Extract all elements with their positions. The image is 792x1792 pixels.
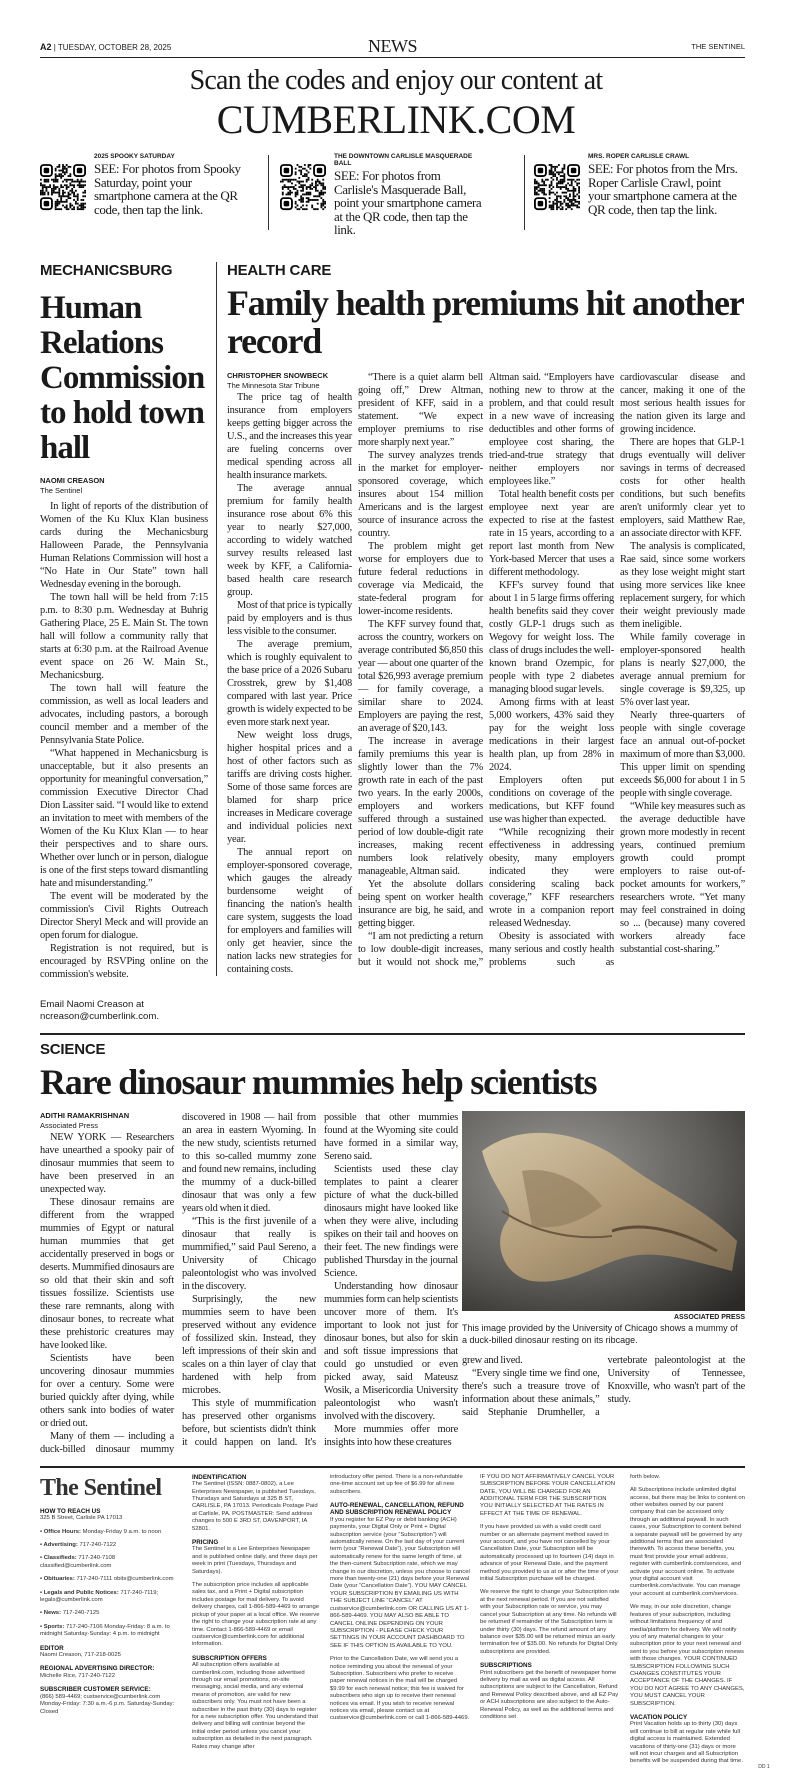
paragraph: “There is a quiet alarm bell going off,” Drew Altman, president of KFF, said in a statement. “We expect employer premiums to rise more sharply next year.” [358, 371, 483, 448]
qr-text: SEE: For photos from Carlisle's Masquerade Ball, point your smartphone camera at the QR code, then tap the link. [334, 168, 482, 237]
staff-title: EDITOR [40, 1644, 64, 1652]
author-contact: Email Naomi Creason at ncreason@cumberlink.com. [40, 999, 160, 1022]
contact-label: • Classifieds: [40, 1555, 77, 1562]
paragraph: Registration is not required, but is encouraged by RSVPing online on the commission's website. [40, 943, 208, 980]
section-label: MECHANICSBURG [40, 262, 173, 279]
qr-code-icon[interactable] [534, 153, 580, 223]
info-heading: SUBSCRIPTIONS [480, 1662, 532, 1670]
article-headline[interactable]: Family health premiums hit another record [227, 283, 743, 361]
contact-item [40, 1624, 182, 1639]
paragraph: The average premium, which is roughly equivalent to the base price of a 2026 Subaru Crosstrek, grew by $1,408 compared with last year. Price growth is widely expected to be even more stark next year. [227, 638, 352, 728]
health-article [216, 262, 745, 976]
paragraph: “What happened in Mechanicsburg is unacceptable, but it also presents an opportunity for meaningful conversation,” commission Executive Director Chad Dion Lassiter said. “I would like to extend an invitation to meet with members of the Women of the Ku Klux Klan — to hear their perspectives and to share ours. Whether over lunch or in person, dialogue is one of the first steps toward dismantling hate and misunderstanding.” [40, 748, 208, 889]
info-column [330, 1474, 470, 1772]
promo-line: Scan the codes and enjoy our content at [189, 65, 603, 96]
info-text: IF YOU DO NOT AFFIRMATIVELY CANCEL YOUR SUBSCRIPTION BEFORE YOUR CANCELLATION DATE, YOU WILL BE CHARGED FOR AN ADDITIONAL TERM FOR THE SUBSCRIPTION YOU INITIALLY SELECTED AT THE RATES IN EFFECT AT THE TIME OF RENEWAL. [480, 1473, 615, 1517]
paragraph: KFF's survey found that about 1 in 5 large firms offering health benefits said they cover costly GLP-1 drugs such as Wegovy for weight loss. The class of drugs includes the well-known brand Ozempic, for people with type 2 diabetes managing blood sugar levels. [489, 579, 615, 695]
paragraph: The town hall will feature the commission, as well as local leaders and advocates, including pastors, a borough council member and a member of the Pennsylvania State Police. [40, 683, 208, 746]
info-heading: SUBSCRIPTION OFFERS [192, 1654, 267, 1662]
contact-label: • Advertising: [40, 1542, 78, 1549]
paragraph: The survey analyzes trends in the market for employer-sponsored coverage, which insures about 154 million Americans and is the largest source of insurance across the country. [358, 449, 483, 539]
photo-credit: ASSOCIATED PRESS [673, 1314, 745, 1322]
info-heading: INDENTIFICATION [192, 1473, 247, 1481]
page-top [0, 0, 792, 262]
info-text: Print Vacation holds up to thirty (30) days will continue to bill at regular rate while full digital access is maintained. Extended vacations of thirty-one (31) days or more will not incur charges and all Subscription benefits will be suspended during that time. [630, 1721, 743, 1765]
outlet: The Minnesota Star Tribune [227, 380, 320, 390]
info-text: If you register for EZ Pay or debit banking (ACH) payments, your Digital Only or Print + Digital subscription service (your “Subscription”) will automatically renew. On the last day of your current term (your “Renewal Date”), your Subscription will automatically renew for the same length of time, at the then-current Subscription rate, which we may change in our discretion, unless you choose to cancel more than twenty-one (21) days before your Renewal Date (your “Cancellation Date”). YOU MAY CANCEL YOUR SUBSCRIPTION BY EMAILING US WITH THE SUBJECT LINE “CANCEL” AT custservice@cumberlink.com OR CALLING US AT 1-866-589-4469. YOU MAY ALSO BE ABLE TO CANCEL ONLINE DEPENDING ON YOUR SUBSCRIPTION - PLEASE CHECK YOUR SETTINGS IN YOUR ACCOUNT DASHBOARD TO SEE IF THIS OPTION IS AVAILABLE TO YOU. [330, 1516, 470, 1649]
paragraph: The town hall will be held from 7:15 p.m. to 8:30 p.m. Wednesday at Buhrig Gathering Place, 25 E. Main St. The town hall will follow a community rally that starts at 6:30 p.m. at the Railroad Avenue event space on 26 W. Main St., Mechanicsburg. [40, 592, 208, 681]
paragraph: “I am not predicting a return to low double-digit increases, but it would not shock me,” Altman said. “Employers have nothing new to throw at the problem, and that could result in a new wave of increasing deductibles and other forms of employee cost sharing, the tried-and-true strategy that neither employers nor employees like.” [358, 371, 614, 968]
info-heading: AUTO-RENEWAL, CANCELLATION, REFUND AND SUBSCRIPTION RENEWAL POLICY [330, 1502, 464, 1517]
article-body-continued [462, 1354, 745, 1419]
info-column [480, 1474, 620, 1772]
outlet: The Sentinel [40, 486, 83, 495]
qr-text: SEE: For photos from the Mrs. Roper Carlisle Crawl, point your smartphone camera at the QR code, then tap the link. [588, 161, 738, 217]
section-name: NEWS [368, 36, 417, 56]
paragraph: Total health benefit costs per employee next year are expected to rise at the fastest rate in 15 years, according to a report last month from New York-based Mercer that uses a different methodology. [489, 488, 614, 578]
byline [40, 476, 208, 496]
info-text: All Subscriptions include unlimited digital access, but there may be links to content on other websites owned by our parent company that can be accessed only through an additional paywall. In such cases, your Subscription to content behind a separate paywall will be governed by any additional terms that are associated therewith. To access these benefits, you must first provide your email address, register with cumberlink.com/services, and activate your account online. To activate your digital account visit cumberlink.com/activate. You can manage your account at cumberlink.com/services. [630, 1487, 745, 1597]
contact-value[interactable]: 717-240-7119; legals@cumberlink.com [40, 1589, 159, 1604]
contact-item [40, 1576, 182, 1583]
page-header [40, 38, 745, 58]
contact-value[interactable]: Monday-Friday 9 a.m. to noon [82, 1528, 162, 1535]
info-text: The Sentinel (ISSN: 0887-0802), a Lee Enterprises Newspaper, is published Tuesdays, Thursdays and Saturdays at 325 B ST, CARLISLE, PA 17013. Periodicals Postage Paid at Carlisle, PA. POSTMASTER: Send address changes to 500 E 3RD ST, DAVENPORT, IA 52801. [192, 1481, 318, 1532]
staff-value: Michelle Rice, 717-240-7122 [40, 1672, 115, 1679]
page-code: DD 1 [758, 1764, 770, 1771]
page-number: A2 [40, 42, 52, 52]
contact-label: • News: [40, 1610, 62, 1617]
subscriber-info [40, 1473, 770, 1792]
paragraph: The price tag of health insurance from employers keeps getting bigger across the U.S., and the increases this year are fueling concerns over medical spending across all health insurance markets. [227, 391, 352, 481]
contact-label: • Sports: [40, 1623, 65, 1630]
qr-promo-3[interactable] [534, 153, 738, 223]
author: CHRISTOPHER SNOWBECK [227, 370, 329, 380]
paragraph: Employers often put conditions on coverage of the medications, but KFF found use was higher than expected. [489, 774, 614, 825]
paragraph: The annual report on employer-sponsored coverage, which gauges the already burdensome weight of financing the nation's health care system, suggests the load for employers and families will only get heavier, since the nation lacks new strategies for containing costs. [227, 846, 352, 975]
paragraph: This style of mummification has preserved other organisms before, but scientists didn't think it could happen on land. It's possible that other mummies found at the Wyoming site could have formed in a similar way, Sereno said. [182, 1112, 458, 1449]
paragraph: The average annual premium for family health insurance rose about 6% this year to nearly $27,000, according to widely watched survey results released last week by KFF, a California-based health care research group. [227, 482, 352, 598]
info-text: The Sentinel is a Lee Enterprises Newspaper and is published online daily, and three days per week in print (Tuesdays, Thursdays and Saturdays). [192, 1546, 318, 1575]
article-headline[interactable]: Human Relations Commission to hold town hall [40, 290, 205, 466]
contact-value[interactable]: 717-240-7122 [79, 1542, 117, 1549]
paragraph: Obesity is associated with many serious and costly health problems such as cardiovascular disease and cancer, making it one of the most serious health issues for the nation given its large and growing incidence. [489, 371, 745, 968]
qr-code-icon[interactable] [40, 153, 86, 223]
staff-title: REGIONAL ADVERTISING DIRECTOR: [40, 1665, 155, 1673]
info-text: introductory offer period. There is a non-refundable one-time account set up fee of $6.99 for all new subscribers. [330, 1473, 463, 1495]
paragraph: NEW YORK — Researchers have unearthed a spooky pair of dinosaur mummies that seem to have been preserved in an unexpected way. [40, 1132, 174, 1196]
page-date: TUESDAY, OCTOBER 28, 2025 [57, 43, 172, 52]
paragraph: The increase in average family premiums this year is slightly lower than the 7% growth rate in each of the past two years. In the early 2000s, employers and workers suffered through a sustained period of low double-digit rate increases, making recent numbers look relatively manageable, Altman said. [358, 735, 483, 877]
section-rule [40, 1466, 745, 1468]
article-headline[interactable]: Rare dinosaur mummies help scientists [40, 1061, 597, 1102]
divider [524, 155, 525, 230]
divider [268, 155, 269, 230]
info-text: Print subscribers get the benefit of newspaper home delivery by mail as well as digital access. All subscriptions are subject to the Cancellation, Refund and Renewal Policy described above, and all EZ Pay or ACH subscriptions are also subject to the Auto-Renewal Policy, as well as the additional terms and conditions set [480, 1669, 619, 1720]
article-body [227, 371, 745, 976]
staff-value: Naomi Creason, 717-218-0025 [40, 1652, 121, 1659]
paragraph: “While recognizing their effectiveness in addressing obesity, many employers indicated they were considering scaling back coverage,” KFF researchers wrote in a companion report released Wednesday. [489, 826, 614, 929]
mechanicsburg-article [40, 262, 216, 1023]
contact-info [40, 1474, 182, 1772]
paragraph: Surprisingly, the new mummies seem to have been preserved without any evidence of fossilized skin. Instead, they left impressions of their skin and scales on a thin layer of clay that hardened with help from microbes. [182, 1294, 316, 1397]
info-heading: PRICING [192, 1539, 219, 1547]
science-article [40, 1041, 745, 1457]
outlet: Associated Press [40, 1121, 98, 1131]
paragraph: Yet the absolute dollars being spent on worker health insurance are big, he said, and getting bigger. [358, 878, 483, 929]
paragraph: These dinosaur remains are different from the wrapped mummies of Egypt or natural human mummies that get accidentally preserved in bogs or deserts. Mummified dinosaurs are so old that their skin and soft tissues fossilize. Scientists use these rare remnants, along with dinosaur bones, to recreate what these prehistoric creatures may have looked like. [40, 1197, 174, 1352]
masthead-logo: The Sentinel [40, 1474, 162, 1501]
qr-promo-2[interactable] [280, 153, 484, 237]
byline [40, 1111, 174, 1131]
contact-item [40, 1529, 182, 1536]
paragraph: The event will be moderated by the commission's Civil Rights Outreach Director Sheryl Meck and will provide an open forum for dialogue. [40, 891, 208, 941]
dinosaur-mummy-image [462, 1111, 745, 1311]
qr-promo-1[interactable] [40, 153, 242, 223]
info-column [630, 1474, 745, 1772]
info-text: We may, in our sole discretion, change features of your subscription, including without limitations frequency of and media/platform for delivery. We will notify you of any material changes to your subscription prior to your next renewal and sent to you before your subscription renews with those changes. YOUR CONTINUED SUBSCRIPTION FOLLOWING SUCH CHANGES CONSTITUTES YOUR ACCEPTANCE OF THE CHANGES. IF YOU DO NOT AGREE TO ANY CHANGES, YOU MUST CANCEL YOUR SUBSCRIPTION. [630, 1604, 745, 1707]
staff-item [40, 1686, 182, 1716]
info-text: Prior to the Cancellation Date, we will send you a notice reminding you about the renewal of your Subscription. Subscribers who prefer to receive paper renewal notices in the mail will be charged $9.99 for each renewal notice; this fee is waived for subscribers who sign up to receive their renewal notices via email. If you wish to receive renewal notices via email, please contact us at custservice@cumberlink.com or call 1-866-589-4469. [330, 1656, 470, 1722]
dinosaur-photo[interactable] [462, 1111, 745, 1311]
page-content [40, 262, 770, 1792]
paragraph: There are hopes that GLP-1 drugs eventually will deliver savings in terms of decreased costs for other health conditions, but such benefits aren't uniformly clear yet to employers, said Matthew Rae, an associate director with KFF. [620, 436, 745, 539]
qr-title: THE DOWNTOWN CARLISLE MASQUERADE BALL [334, 153, 473, 167]
qr-code-icon[interactable] [280, 153, 326, 223]
qr-text: SEE: For photos from Spooky Saturday, point your smartphone camera at the QR code, then tap the link. [94, 161, 241, 217]
paragraph: The KFF survey found that, across the country, workers on average contributed $6,850 this year — about one quarter of the total $26,993 average premium — for family coverage, a similar share to 2024. Employers are paying the rest, an average of $20,143. [358, 618, 483, 734]
paragraph: The problem might get worse for employers due to future federal reductions in coverage via Medicaid, the state-federal program for lower-income residents. [358, 540, 483, 617]
article-body [40, 500, 208, 981]
paragraph: The analysis is complicated, Rae said, since some workers as they lose weight might start using more services like knee replacement surgery, for which their weight previously made them ineligible. [620, 540, 745, 630]
contact-item [40, 1542, 182, 1549]
contact-item [40, 1590, 182, 1605]
science-content [40, 1111, 745, 1456]
address: 325 B Street, Carlisle PA 17013 [40, 1515, 123, 1522]
section-label: SCIENCE [40, 1040, 106, 1058]
author: NAOMI CREASON [40, 476, 105, 485]
qr-title: 2025 SPOOKY SATURDAY [94, 153, 175, 160]
section-rule [40, 1033, 745, 1035]
contact-value[interactable]: 717-240-7111 obits@cumberlink.com [76, 1576, 174, 1583]
page-info: A2 | TUESDAY, OCTOBER 28, 2025 [40, 42, 172, 52]
top-stories [40, 262, 745, 1023]
staff-title: SUBSCRIBER CUSTOMER SERVICE: [40, 1686, 151, 1694]
paragraph: Among firms with at least 5,000 workers, 43% said they pay for the weight loss medications in their largest health plan, up from 28% in 2024. [489, 696, 614, 773]
info-text: forth below. [630, 1473, 661, 1480]
contact-value[interactable]: 717-240-7125 [62, 1610, 100, 1617]
contact-item [40, 1610, 182, 1617]
contact-label: • Obituaries: [40, 1576, 75, 1583]
byline [227, 371, 352, 391]
contact-value[interactable]: 717-240-7108 classified@cumberlink.com [40, 1555, 116, 1569]
paragraph: Scientists used these clay templates to paint a clearer picture of what the duck-billed dinosaurs might have looked like when they were alive, including spikes on their tail and hooves on their feet. The new findings were published Thursday in the journal Science. [324, 1164, 458, 1280]
paragraph: “While key measures such as the average deductible have grown more modestly in recent years, continued premium growth could prompt employers to raise out-of-pocket amounts for workers,” researchers wrote. “Yet many may feel constrained in doing so ... (because) many covered workers already face substantial cost-sharing.” [620, 800, 745, 955]
info-text: If you have provided us with a valid credit card number or an alternate payment method saved in your account, and you have not cancelled by your Cancellation Date, your Subscription will be automatically processed up to fourteen (14) days in advance of your Renewal Date, and the payment method you provided to us at or after the time of your initial Subscription purchase will be charged. [480, 1524, 619, 1583]
contact-label: • Legals and Public Notices: [40, 1589, 119, 1596]
staff-value: (866) 589-4469; custservice@cumberlink.com Monday-Friday: 7:30 a.m.-6 p.m. Saturday-Sunday: Closed [40, 1693, 175, 1715]
info-text: The subscription price includes all applicable sales tax, and a Print + Digital subscription includes postage for mail delivery. To avoid delivery charges, call 1-866-589-4469 to arrange pickup of your paper at a local office. We reserve the right to change your subscription rate at any time. Contact 1-866-589-4469 or email custservice@cumberlink.com for additional information. [192, 1582, 320, 1648]
paragraph: grew and lived. [462, 1355, 523, 1367]
info-text: We reserve the right to change your Subscription rate at the next renewal period. If you are not satisfied with your Subscription rate or service, you may cancel your Subscription at any time. No refunds will be returned if remainder of the Subscription term is under thirty (30) days. The refund amount of any balance over $35.00 will be returned minus an early termination fee of $35.00. No refunds for Digital Only subscriptions are provided. [480, 1589, 620, 1655]
paragraph: More mummies offer more insights into how these creatures [324, 1424, 458, 1449]
info-column [192, 1474, 320, 1772]
promo-site[interactable]: CUMBERLINK.COM [216, 97, 576, 142]
section-label: HEALTH CARE [227, 262, 332, 279]
photo-caption: This image provided by the University of Chicago shows a mummy of a duck-billed dinosaur resting on its ribcage. [462, 1323, 738, 1345]
staff-item [40, 1645, 182, 1660]
contact-label: • Office Hours: [40, 1528, 82, 1535]
staff-item [40, 1665, 182, 1680]
paragraph: “This is the first juvenile of a dinosaur that really is mummified,” said Paul Sereno, a University of Chicago paleontologist who was involved in the discovery. [182, 1216, 316, 1293]
paragraph: New weight loss drugs, higher hospital prices and a host of other factors such as tariffs are driving costs higher. Some of those same forces are blamed for sharp price increases in Medicare coverage and individual policies next year. [227, 729, 352, 845]
photo-column [462, 1111, 745, 1419]
paragraph: Many of them — including a duck-billed dinosaur mummy discovered in 1908 — hail from an area in eastern Wyoming. In the new study, scientists returned to this so-called mummy zone and found new remains, including the mummy of a duck-billed dinosaur that was only a few years old when it died. [40, 1112, 316, 1456]
reach-title: HOW TO REACH US [40, 1507, 101, 1515]
paragraph: In light of reports of the distribution of Women of the Ku Klux Klan business cards during the Mechanicsburg Halloween Parade, the Pennsylvania Human Relations Commission will host a “No Hate in Our State” town hall Wednesday evening in the borough. [40, 501, 208, 590]
paragraph: Nearly three-quarters of people with single coverage face an annual out-of-pocket maximum of more than $3,000. This upper limit on spending exceeds $6,000 for about 1 in 5 people with single coverage. [620, 709, 745, 799]
paragraph: While family coverage in employer-sponsored health plans is nearly $27,000, the average annual premium for single coverage is $9,325, up 5% over last year. [620, 631, 745, 708]
paper-name: THE SENTINEL [691, 42, 745, 51]
contact-item [40, 1555, 182, 1570]
paragraph: “Every single time we find one, there's such a treasure trove of information about these animals,” said Stephanie Drumheller, a vertebrate paleontologist at the University of Tennessee, Knoxville, who wasn't part of the study. [462, 1355, 745, 1419]
qr-title: MRS. ROPER CARLISLE CRAWL [588, 153, 690, 160]
info-heading: VACATION POLICY [630, 1713, 688, 1721]
info-text: All subscription offers available at cumberlink.com, including those advertised through our email promotions, on-site messaging, social media, and any external means of promotion, are valid for new subscribers only. You must not have been a subscriber in the past thirty (30) days to register for a new subscription offer. You understand that delivery and billing will continue beyond the initial order period unless you cancel your subscription as detailed in the next paragraph. Rates may change after [192, 1662, 318, 1750]
paragraph: Understanding how dinosaur mummies form can help scientists uncover more of them. It's important to look not just for dinosaur bones, but also for skin and soft tissue impressions that could go unstudied or even picked away, said Mateusz Wosik, a Misericordia University paleontologist who wasn't involved with the discovery. [324, 1281, 458, 1423]
paragraph: Most of that price is typically paid by employers and is thus less visible to the consumer. [227, 599, 352, 637]
contact-value[interactable]: 717-240-7106 Monday-Friday: 8 a.m. to midnight Saturday-Sunday: 4 p.m. to midnight [40, 1623, 170, 1638]
paragraph: Scientists have been uncovering dinosaur mummies for over a century. Some were buried quickly after dying, while others sank into bodies of water or dried out. [40, 1353, 174, 1430]
article-body [40, 1111, 458, 1456]
author: ADITHI RAMAKRISHNAN [40, 1111, 130, 1121]
